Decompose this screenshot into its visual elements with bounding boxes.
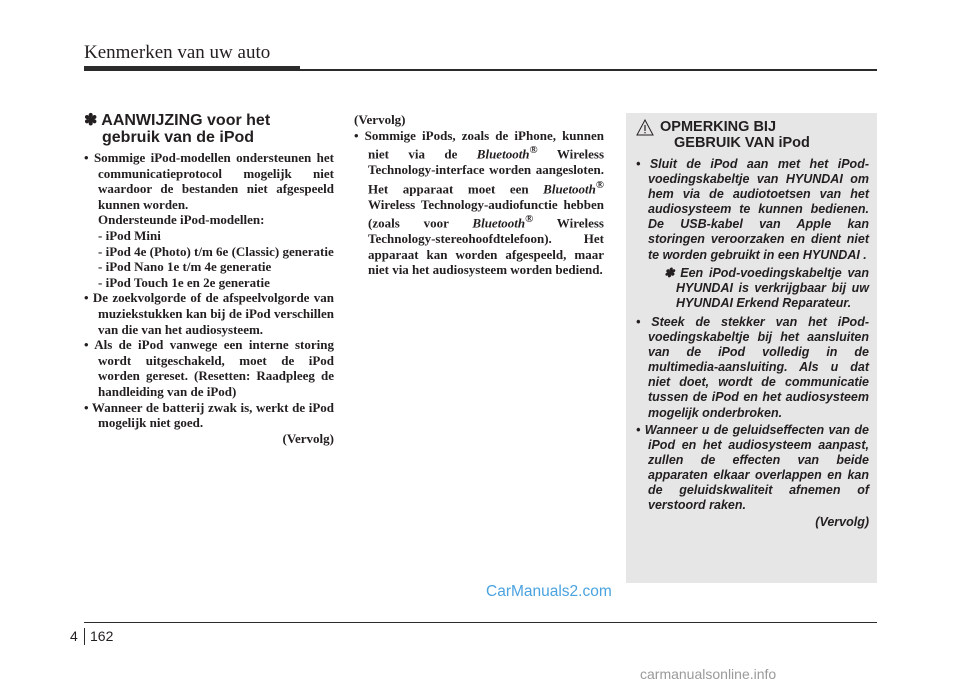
middle-column <box>354 112 604 278</box>
registered-mark: ® <box>595 178 604 191</box>
caution-box <box>626 113 877 583</box>
registered-mark: ® <box>525 213 534 226</box>
caution-box-content <box>636 119 869 530</box>
registered-mark: ® <box>529 144 538 157</box>
page-header-title: Kenmerken van uw auto <box>84 42 271 63</box>
note-heading-line1: ✽ AANWIJZING voor het <box>84 112 271 129</box>
note-heading-line2: gebruik van de iPod <box>102 129 255 146</box>
supported-models <box>84 212 334 290</box>
note-bullet-3: • Als de iPod vanwege een interne storing wordt uitgeschakeld, moet de iPod worden gereset. (Resetten: Raadpleeg de handleiding van de iPod) <box>84 337 334 399</box>
header-rule-thin <box>300 69 877 71</box>
header-rule-thick <box>84 66 300 71</box>
note-bullet-1: • Sommige iPod-modellen ondersteunen het communicatieprotocol mogelijk niet waardoor de bestanden niet afgespeeld kunnen worden. <box>84 150 334 212</box>
text-run: Wireless Technology-audiofunctie hebben (zoals voor <box>368 196 604 231</box>
continued-label: (Vervolg) <box>282 430 334 446</box>
note-bullet-2: • De zoekvolgorde of de afspeelvolgorde van muziekstukken kan bij de iPod verschillen van die van het audiosysteem. <box>84 290 334 337</box>
text-run: Wireless Technology-stereohoofdtelefoon). Het apparaat kan worden afgespeeld, maar niet via het audiosysteem worden bediend. <box>368 215 604 278</box>
left-column <box>84 112 334 446</box>
supported-models-label: Ondersteunde iPod-modellen: <box>98 212 265 228</box>
model-item: - iPod 4e (Photo) t/m 6e (Classic) generatie <box>98 243 334 259</box>
page-number: 162 <box>90 628 114 644</box>
model-item: - iPod Nano 1e t/m 4e generatie <box>98 259 272 275</box>
page-number-divider <box>84 628 85 645</box>
caution-star-note: ✽ Een iPod-voedingskabeltje van HYUNDAI is verkrijgbaar bij uw HYUNDAI Erkend Reparateur. <box>664 265 869 310</box>
bottom-watermark: carmanualsonline.info <box>640 666 777 682</box>
text-run: Wireless Technology-interface worden aangesloten. Het apparaat moet een <box>368 146 604 197</box>
continued-label: (Vervolg) <box>354 112 406 127</box>
warning-triangle-icon <box>636 119 654 137</box>
bluetooth-term: Bluetooth <box>472 215 526 231</box>
model-item: - iPod Mini <box>98 227 161 243</box>
watermark-link[interactable]: CarManuals2.com <box>486 583 612 600</box>
caution-bullet-1: • Sluit de iPod aan met het iPod-voedingskabeltje van HYUNDAI om hem via de audiotoetsen van het audiosysteem te kunnen bedienen. De USB-kabel van Apple kan storingen veroorzaken en dient niet te worden gebruikt in een HYUNDAI . <box>636 157 869 262</box>
caution-bullet-2: • Steek de stekker van het iPod-voedingskabeltje bij het aansluiten van de iPod volledig in de multimedia-aansluiting. Als u dat niet doet, wordt de communicatie tussen de iPod en het audiosysteem mogelijk onderbroken. <box>636 314 869 420</box>
bluetooth-term: Bluetooth <box>543 181 596 197</box>
model-item: - iPod Touch 1e en 2e generatie <box>98 274 270 290</box>
note-heading <box>84 112 334 146</box>
note-bullet-iphone <box>354 128 604 278</box>
continued-label: (Vervolg) <box>815 515 869 530</box>
caution-title-line1: OPMERKING BIJ <box>660 119 777 135</box>
caution-bullet-3: • Wanneer u de geluidseffecten van de iPod en het audiosysteem aanpast, zullen de effecten van beide apparaten elkaar overlappen en kan de geluidskwaliteit afnemen of verstoord raken. <box>636 422 869 513</box>
bluetooth-term: Bluetooth <box>476 146 530 162</box>
caution-title-line2: GEBRUIK VAN iPod <box>674 135 810 151</box>
chapter-number: 4 <box>70 628 78 644</box>
note-bullet-4: • Wanneer de batterij zwak is, werkt de iPod mogelijk niet goed. <box>84 399 334 431</box>
footer-rule <box>84 622 877 623</box>
text-run: • Sommige iPods, zoals de iPhone, kunnen niet via de <box>354 127 604 162</box>
caution-title <box>636 119 869 151</box>
